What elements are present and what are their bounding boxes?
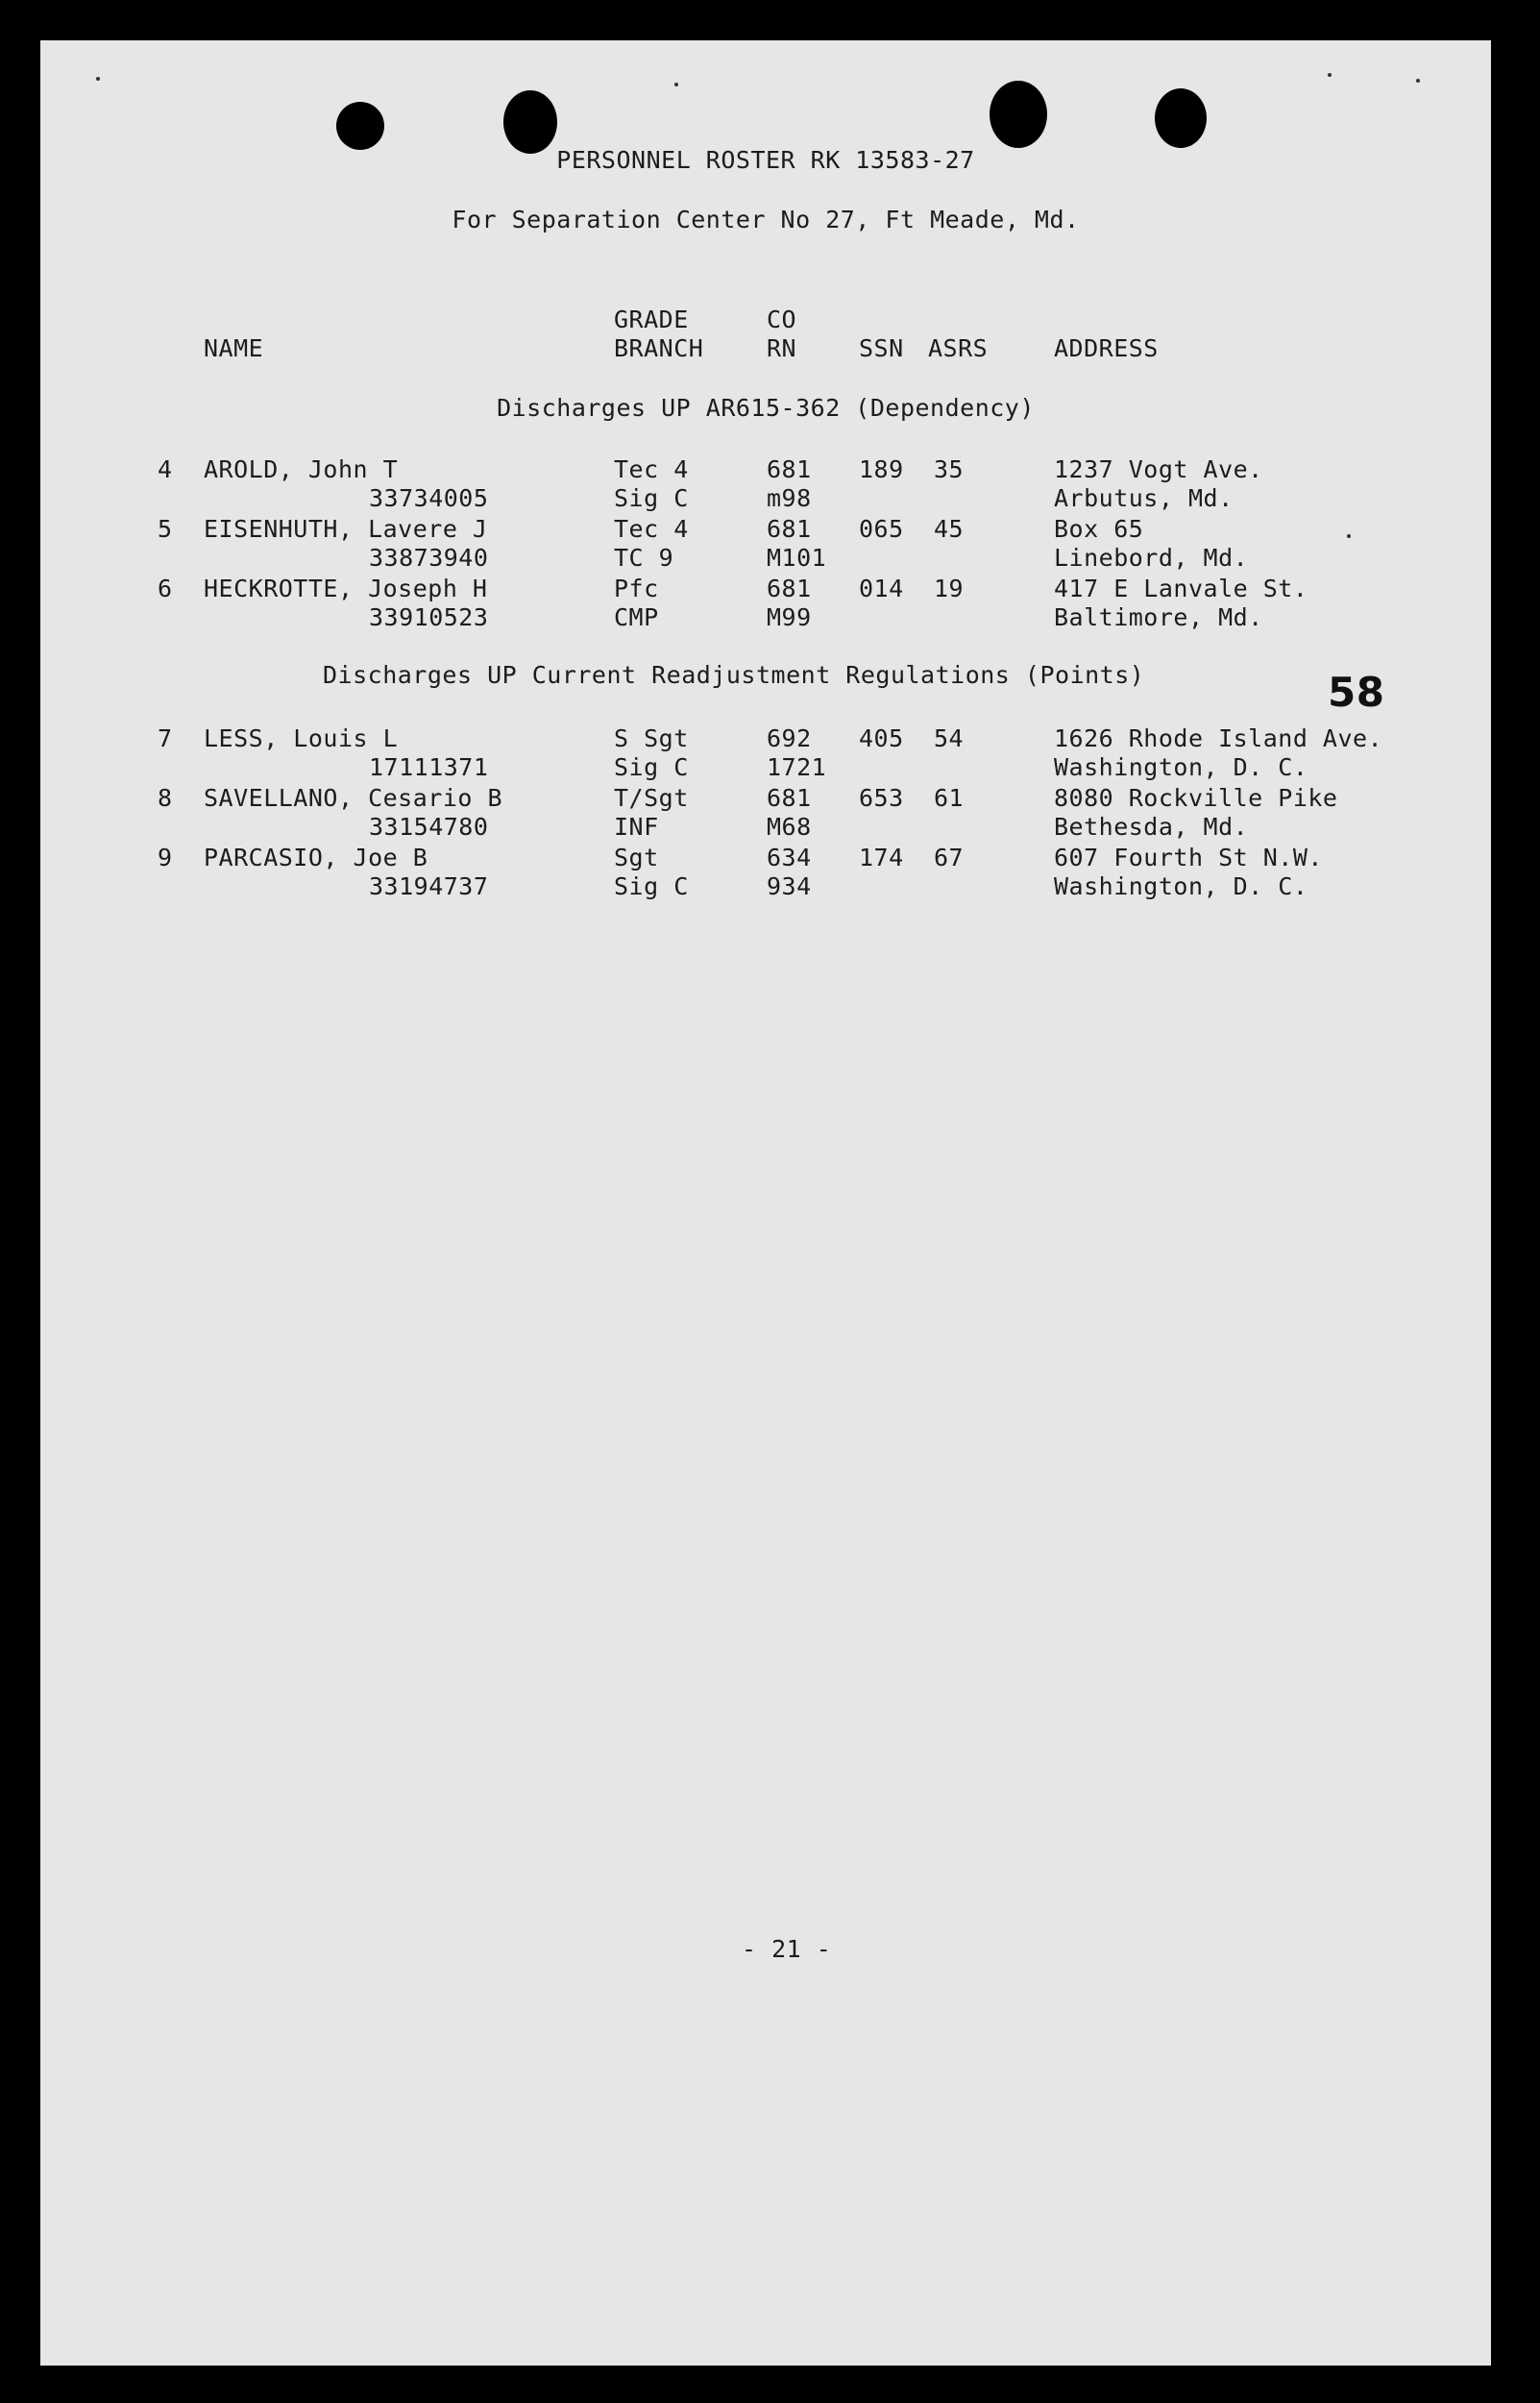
entry-rn: 1721 [767,753,827,781]
entry-serial: 33734005 [369,484,489,512]
entry-rn: 934 [767,872,812,900]
handwritten-annotation: 58 [1328,669,1385,716]
entry-co: 681 [767,575,812,602]
roster-subtitle: For Separation Center No 27, Ft Meade, Md. [452,206,1080,233]
entry-grade: T/Sgt [614,784,689,812]
entry-ssn: 653 [859,784,904,812]
entry-grade: Tec 4 [614,515,689,543]
entry-name: SAVELLANO, Cesario B [204,784,503,812]
entry-address-line1: 1626 Rhode Island Ave. [1054,724,1383,752]
entry-grade: S Sgt [614,724,689,752]
entry-address-line1: Box 65 [1054,515,1144,543]
roster-title: PERSONNEL ROSTER RK 13583-27 [556,146,975,174]
entry-asrs: 35 [934,455,965,483]
entry-asrs: 61 [934,784,965,812]
entry-address-line2: Baltimore, Md. [1054,603,1263,631]
entry-name: PARCASIO, Joe B [204,844,428,871]
entry-number: 7 [158,724,173,752]
entry-number: 4 [158,455,173,483]
entry-number: 9 [158,844,173,871]
column-header-rn: RN [767,334,797,362]
entry-ssn: 405 [859,724,904,752]
entry-branch: Sig C [614,872,689,900]
entry-co: 681 [767,455,812,483]
punch-hole [1155,88,1207,148]
punch-hole [990,81,1047,148]
entry-name: LESS, Louis L [204,724,399,752]
entry-co: 692 [767,724,812,752]
punch-hole [336,102,384,150]
entry-serial: 17111371 [369,753,489,781]
entry-address-line1: 1237 Vogt Ave. [1054,455,1263,483]
entry-name: AROLD, John T [204,455,399,483]
entry-branch: TC 9 [614,544,674,572]
entry-address-line2: Linebord, Md. [1054,544,1249,572]
entry-address-line1: 417 E Lanvale St. [1054,575,1308,602]
column-header-branch: BRANCH [614,334,704,362]
entry-ssn: 189 [859,455,904,483]
section-heading: Discharges UP Current Readjustment Regulations (Points) [323,661,1145,689]
entry-ssn: 065 [859,515,904,543]
entry-asrs: 45 [934,515,965,543]
entry-address-line2: Washington, D. C. [1054,872,1308,900]
entry-serial: 33910523 [369,603,489,631]
entry-ssn: 174 [859,844,904,871]
entry-address-line1: 8080 Rockville Pike [1054,784,1338,812]
entry-address-line2: Arbutus, Md. [1054,484,1234,512]
entry-address-line2: Washington, D. C. [1054,753,1308,781]
entry-rn: M101 [767,544,827,572]
section-heading: Discharges UP AR615-362 (Dependency) [497,394,1035,422]
entry-branch: Sig C [614,484,689,512]
entry-number: 8 [158,784,173,812]
entry-rn: M68 [767,813,812,841]
entry-name: HECKROTTE, Joseph H [204,575,488,602]
entry-grade: Tec 4 [614,455,689,483]
entry-branch: Sig C [614,753,689,781]
entry-asrs: 54 [934,724,965,752]
entry-branch: CMP [614,603,659,631]
entry-number: 6 [158,575,173,602]
entry-rn: M99 [767,603,812,631]
column-header-ssn: SSN [859,334,904,362]
entry-asrs: 67 [934,844,965,871]
entry-asrs: 19 [934,575,965,602]
entry-serial: 33154780 [369,813,489,841]
entry-grade: Pfc [614,575,659,602]
document-page [40,40,1491,2366]
entry-ssn: 014 [859,575,904,602]
entry-address-line1: 607 Fourth St N.W. [1054,844,1323,871]
entry-grade: Sgt [614,844,659,871]
entry-number: 5 [158,515,173,543]
entry-co: 681 [767,784,812,812]
entry-name: EISENHUTH, Lavere J [204,515,488,543]
column-header-asrs: ASRS [928,334,989,362]
entry-co: 634 [767,844,812,871]
punch-hole [503,90,557,154]
entry-rn: m98 [767,484,812,512]
column-header-grade: GRADE [614,306,689,333]
entry-serial: 33873940 [369,544,489,572]
column-header-name: NAME [204,334,264,362]
column-header-address: ADDRESS [1054,334,1159,362]
entry-serial: 33194737 [369,872,489,900]
entry-co: 681 [767,515,812,543]
column-header-co: CO [767,306,797,333]
page-number: - 21 - [742,1935,832,1963]
entry-address-line2: Bethesda, Md. [1054,813,1249,841]
entry-branch: INF [614,813,659,841]
